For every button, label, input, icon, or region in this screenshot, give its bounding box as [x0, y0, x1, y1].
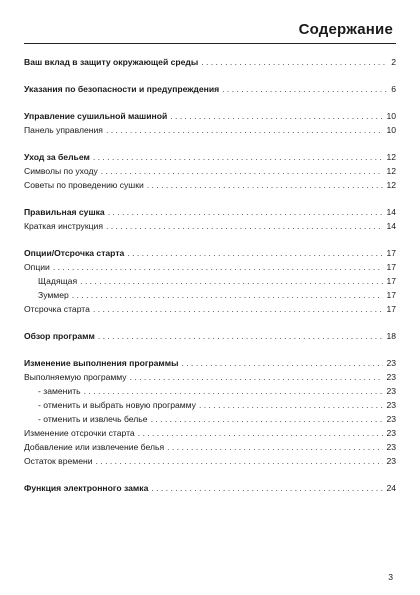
toc-entry-page: 14	[386, 221, 396, 231]
toc-entry-label: Выполняемую программу	[24, 372, 127, 382]
toc-entry[interactable]	[24, 426, 396, 440]
toc-entry-page: 17	[386, 262, 396, 272]
toc-leader-dots	[199, 398, 383, 412]
toc-leader-dots	[222, 82, 388, 96]
toc-leader-dots	[170, 109, 383, 123]
toc-section-entry[interactable]	[24, 356, 396, 370]
toc-entry-page: 23	[386, 386, 396, 396]
toc-entry-label: Изменение выполнения программы	[24, 358, 179, 368]
toc-entry-page: 14	[386, 207, 396, 217]
toc-entry-page: 17	[386, 276, 396, 286]
toc-leader-dots	[127, 246, 383, 260]
toc-entry-page: 24	[386, 483, 396, 493]
toc-entry-page: 17	[386, 248, 396, 258]
toc-leader-dots	[93, 302, 384, 316]
toc-entry-label: Панель управления	[24, 125, 103, 135]
toc-entry-label: Изменение отсрочки старта	[24, 428, 135, 438]
toc-leader-dots	[147, 178, 384, 192]
toc-entry-label: Указания по безопасности и предупреждения	[24, 84, 220, 94]
toc-entry-label: Краткая инструкция	[24, 221, 103, 231]
toc-entry-page: 18	[386, 331, 396, 341]
toc-entry[interactable]	[24, 123, 396, 137]
toc-entry-label: Отсрочка старта	[24, 304, 90, 314]
toc-section-entry[interactable]	[24, 205, 396, 219]
toc-entry-page: 23	[386, 372, 396, 382]
toc-entry-page: 23	[386, 358, 396, 368]
toc-entry-label: Уход за бельем	[24, 152, 90, 162]
toc-entry-label: Опции/Отсрочка старта	[24, 248, 125, 258]
page-title: Содержание	[298, 21, 393, 38]
toc-entry-page: 12	[386, 152, 396, 162]
toc-entry-label: Добавление или извлечение белья	[24, 442, 165, 452]
toc-section-entry[interactable]	[24, 246, 396, 260]
toc-section-entry[interactable]	[24, 329, 396, 343]
toc-leader-dots	[98, 329, 384, 343]
toc-entry-page: 6	[391, 84, 396, 94]
toc-entry-page: 17	[386, 304, 396, 314]
toc-entry-page: 12	[386, 166, 396, 176]
toc-leader-dots	[101, 164, 384, 178]
toc-leader-dots	[201, 55, 388, 69]
toc-entry[interactable]	[24, 370, 396, 384]
toc-leader-dots	[80, 274, 383, 288]
toc-entry[interactable]	[24, 440, 396, 454]
toc-entry-page: 23	[386, 414, 396, 424]
toc-leader-dots	[53, 260, 384, 274]
toc-entry-label: Функция электронного замка	[24, 483, 149, 493]
toc-leader-dots	[130, 370, 384, 384]
toc-leader-dots	[138, 426, 384, 440]
toc-leader-dots	[182, 356, 384, 370]
toc-entry-label: Правильная сушка	[24, 207, 105, 217]
header-divider	[24, 43, 396, 44]
toc-entry[interactable]	[24, 219, 396, 233]
toc-entry[interactable]	[24, 384, 396, 398]
toc-entry-label: Символы по уходу	[24, 166, 98, 176]
toc-leader-dots	[108, 205, 384, 219]
toc-entry[interactable]	[24, 288, 396, 302]
toc-entry-page: 23	[386, 400, 396, 410]
toc-entry-page: 12	[386, 180, 396, 190]
toc-section-entry[interactable]	[24, 481, 396, 495]
toc-entry-label: Управление сушильной машиной	[24, 111, 168, 121]
toc-section-entry[interactable]	[24, 109, 396, 123]
toc-leader-dots	[167, 440, 383, 454]
toc-entry[interactable]	[24, 454, 396, 468]
toc-leader-dots	[84, 384, 384, 398]
toc-leader-dots	[151, 481, 383, 495]
toc-leader-dots	[96, 454, 384, 468]
table-of-contents	[24, 55, 396, 495]
toc-entry[interactable]	[24, 302, 396, 316]
toc-leader-dots	[106, 219, 383, 233]
toc-section-entry[interactable]	[24, 82, 396, 96]
toc-entry[interactable]	[24, 412, 396, 426]
toc-entry[interactable]	[24, 164, 396, 178]
toc-leader-dots	[106, 123, 383, 137]
toc-leader-dots	[93, 150, 384, 164]
toc-leader-dots	[72, 288, 384, 302]
toc-leader-dots	[151, 412, 384, 426]
toc-entry-label: - отменить и выбрать новую программу	[38, 400, 196, 410]
toc-entry[interactable]	[24, 260, 396, 274]
toc-entry-label: Советы по проведению сушки	[24, 180, 144, 190]
toc-entry-label: Остаток времени	[24, 456, 93, 466]
toc-entry-page: 2	[391, 57, 396, 67]
toc-entry-page: 23	[386, 442, 396, 452]
toc-entry-label: Опции	[24, 262, 50, 272]
page-number: 3	[388, 572, 393, 582]
toc-entry-page: 10	[386, 111, 396, 121]
toc-section-entry[interactable]	[24, 55, 396, 69]
toc-entry-label: - отменить и извлечь белье	[38, 414, 148, 424]
toc-entry-label: Обзор программ	[24, 331, 95, 341]
toc-entry[interactable]	[24, 398, 396, 412]
toc-entry[interactable]	[24, 178, 396, 192]
toc-entry-page: 23	[386, 456, 396, 466]
toc-entry-page: 23	[386, 428, 396, 438]
toc-section-entry[interactable]	[24, 150, 396, 164]
toc-entry-label: Щадящая	[38, 276, 78, 286]
toc-entry-page: 17	[386, 290, 396, 300]
toc-entry-label: Зуммер	[38, 290, 69, 300]
toc-entry-label: - заменить	[38, 386, 81, 396]
toc-entry[interactable]	[24, 274, 396, 288]
toc-entry-page: 10	[386, 125, 396, 135]
toc-entry-label: Ваш вклад в защиту окружающей среды	[24, 57, 199, 67]
